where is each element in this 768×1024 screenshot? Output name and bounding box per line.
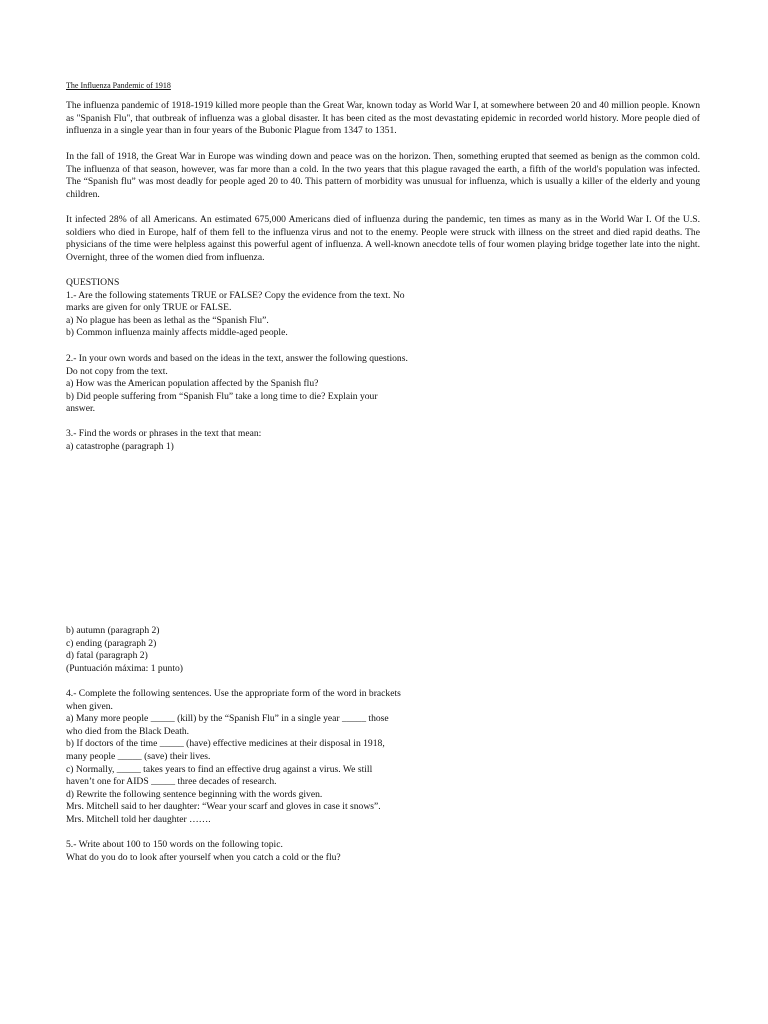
question-1-item-a: a) No plague has been as lethal as the “Spanish Flu”.: [66, 314, 269, 326]
document-title: The Influenza Pandemic of 1918: [66, 81, 171, 90]
question-4-block: [66, 688, 466, 827]
score-note: (Puntuación máxima: 1 punto): [66, 662, 183, 674]
question-1-item-b: b) Common influenza mainly affects middle-aged people.: [66, 327, 288, 339]
question-2-line: answer.: [66, 403, 96, 415]
question-4-line: many people _____ (save) their lives.: [66, 750, 211, 762]
question-3-item-c: c) ending (paragraph 2): [66, 637, 157, 649]
question-4-item-a: a) Many more people _____ (kill) by the “Spanish Flu” in a single year _____ those: [66, 713, 389, 725]
paragraph-2: In the fall of 1918, the Great War in Europe was winding down and peace was on the horizon. Then, something erupted that seemed as benign as the common cold. The influenza of that season, however, was far more than a cold. In the two years that this plague ravaged the earth, a fifth of the world's population was infected. The “Spanish flu” was most deadly for people aged 20 to 40. This pattern of morbidity was unusual for influenza, which is usually a killer of the elderly and young children.: [66, 151, 700, 200]
question-3-item-a: a) catastrophe (paragraph 1): [66, 440, 174, 452]
question-2-item-b: b) Did people suffering from “Spanish Flu” take a long time to die? Explain your: [66, 390, 378, 402]
question-4-line: when given.: [66, 700, 113, 712]
question-2-line: 2.- In your own words and based on the ideas in the text, answer the following questions.: [66, 353, 408, 364]
question-4-item-d: d) Rewrite the following sentence beginning with the words given.: [66, 788, 323, 800]
question-4-line: haven’t one for AIDS _____ three decades of research.: [66, 776, 277, 788]
paragraph-1: The influenza pandemic of 1918-1919 killed more people than the Great War, known today as World War I, at somewhere between 20 and 40 million people. Known as "Spanish Flu", that outbreak of influenza was a global disaster. It has been cited as the most devastating epidemic in recorded world history. More people died of influenza in a single year than in four years of the Bubonic Plague from 1347 to 1351.: [66, 100, 700, 137]
question-3-item-b: b) autumn (paragraph 2): [66, 625, 160, 636]
question-5-topic: What do you do to look after yourself when you catch a cold or the flu?: [66, 851, 341, 863]
question-3-block: [66, 428, 466, 453]
question-2-item-a: a) How was the American population affected by the Spanish flu?: [66, 378, 319, 390]
question-5-line: 5.- Write about 100 to 150 words on the following topic.: [66, 839, 283, 850]
paragraph-3: It infected 28% of all Americans. An estimated 675,000 Americans died of influenza during the pandemic, ten times as many as in the World War I. Of the U.S. soldiers who died in Europe, half of them fell to the influenza virus and not to the enemy. People were struck with illness on the street and died rapid deaths. The physicians of the time were helpless against this powerful agent of influenza. A well-known anecdote tells of four women playing bridge together late into the night. Overnight, three of the women died from influenza.: [66, 214, 700, 263]
question-4-item-b: b) If doctors of the time _____ (have) effective medicines at their disposal in 1918,: [66, 738, 385, 750]
question-3-line: 3.- Find the words or phrases in the text that mean:: [66, 428, 262, 439]
question-2-line: Do not copy from the text.: [66, 365, 168, 377]
question-4-line: Mrs. Mitchell said to her daughter: “Wear your scarf and gloves in case it snows”.: [66, 801, 381, 813]
questions-heading: QUESTIONS: [66, 277, 120, 288]
question-5-block: [66, 839, 466, 864]
question-4-line: Mrs. Mitchell told her daughter …….: [66, 813, 211, 825]
question-1-line: 1.- Are the following statements TRUE or FALSE? Copy the evidence from the text. No: [66, 289, 405, 301]
question-1-block: [66, 277, 466, 340]
question-1-line: marks are given for only TRUE or FALSE.: [66, 302, 232, 314]
question-2-block: [66, 353, 466, 416]
question-4-line: who died from the Black Death.: [66, 725, 190, 737]
question-4-item-c: c) Normally, _____ takes years to find an effective drug against a virus. We still: [66, 763, 373, 775]
question-3-continued-block: [66, 625, 466, 675]
question-3-item-d: d) fatal (paragraph 2): [66, 650, 148, 662]
question-4-line: 4.- Complete the following sentences. Use the appropriate form of the word in brackets: [66, 688, 401, 699]
